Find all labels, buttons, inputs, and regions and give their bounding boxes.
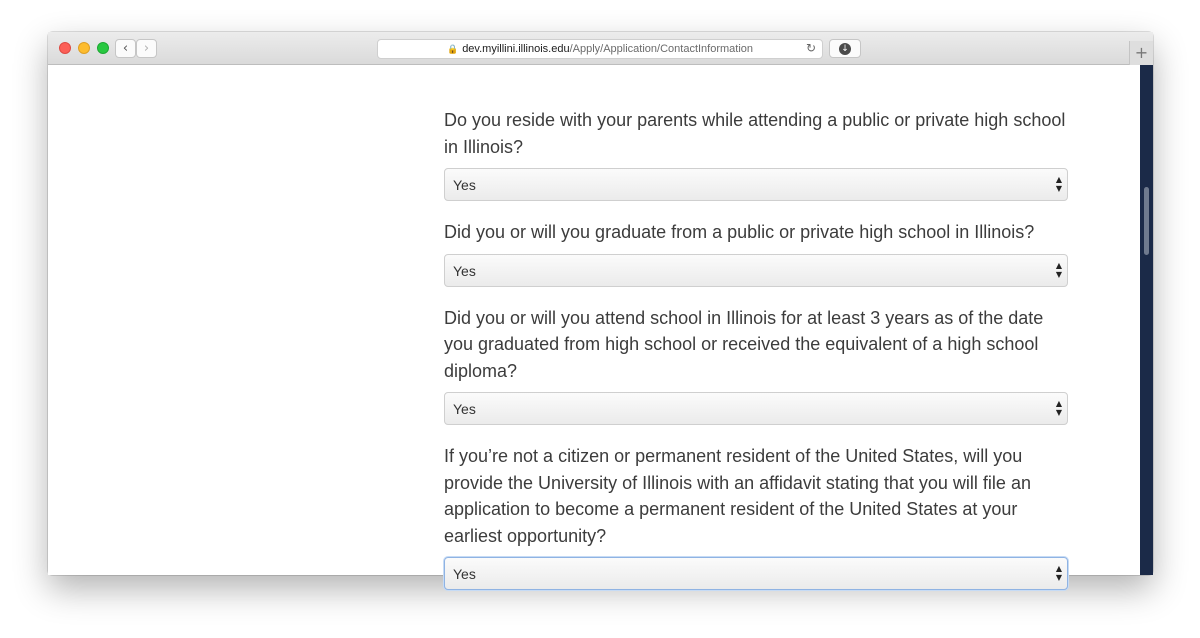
url-path: /Apply/Application/ContactInformation [569, 43, 754, 55]
select-value: Yes [453, 401, 476, 417]
select-value: Yes [453, 566, 476, 582]
vertical-scrollbar[interactable] [1140, 65, 1153, 575]
page-viewport [48, 65, 1140, 582]
chevron-right-icon: › [143, 41, 150, 56]
zoom-window-button[interactable] [97, 42, 109, 54]
select-value: Yes [453, 177, 476, 193]
downloads-button[interactable] [829, 39, 861, 58]
affidavit-select[interactable] [444, 557, 1068, 590]
address-bar[interactable] [377, 39, 823, 59]
browser-window [48, 32, 1153, 582]
url-text [378, 43, 822, 55]
question-affidavit: If you’re not a citizen or permanent resident of the United States, will you provide the University of Illinois with an affidavit stating that you will file an application to become a permanent resident of the United States at your earliest opportunity? [444, 446, 1031, 546]
scrollbar-thumb[interactable] [1144, 187, 1149, 255]
new-tab-button[interactable] [1129, 41, 1153, 65]
graduate-illinois-select[interactable] [444, 254, 1068, 287]
select-arrows-icon: ▲ ▼ [1055, 175, 1063, 193]
residency-form [444, 107, 1068, 590]
question-graduate-illinois: Did you or will you graduate from a public or private high school in Illinois? [444, 222, 1035, 242]
reside-with-parents-select[interactable] [444, 168, 1068, 201]
url-domain: dev.myillini.illinois.edu [462, 43, 570, 55]
attend-three-years-select[interactable] [444, 392, 1068, 425]
select-arrows-icon: ▲ ▼ [1055, 399, 1063, 417]
chevron-left-icon: ‹ [122, 41, 129, 56]
select-value: Yes [453, 262, 476, 279]
minimize-window-button[interactable] [78, 42, 90, 54]
titlebar [48, 32, 1153, 65]
question-reside-with-parents: Do you reside with your parents while attending a public or private high school in Illinois? [444, 110, 1066, 157]
question-attend-three-years: Did you or will you attend school in Illinois for at least 3 years as of the date you graduated from high school or received the equivalent of a high school diploma? [444, 307, 1044, 381]
reload-icon[interactable]: ↻ [805, 41, 816, 55]
select-arrows-icon: ▲ ▼ [1055, 564, 1063, 582]
select-arrows-icon: ▲ ▼ [1055, 260, 1063, 279]
lock-icon: 🔒 [446, 45, 459, 55]
close-window-button[interactable] [59, 42, 71, 54]
plus-icon: + [1134, 43, 1149, 62]
forward-button[interactable] [136, 39, 157, 58]
download-icon: ↓ [839, 43, 851, 55]
back-button[interactable] [115, 39, 136, 58]
